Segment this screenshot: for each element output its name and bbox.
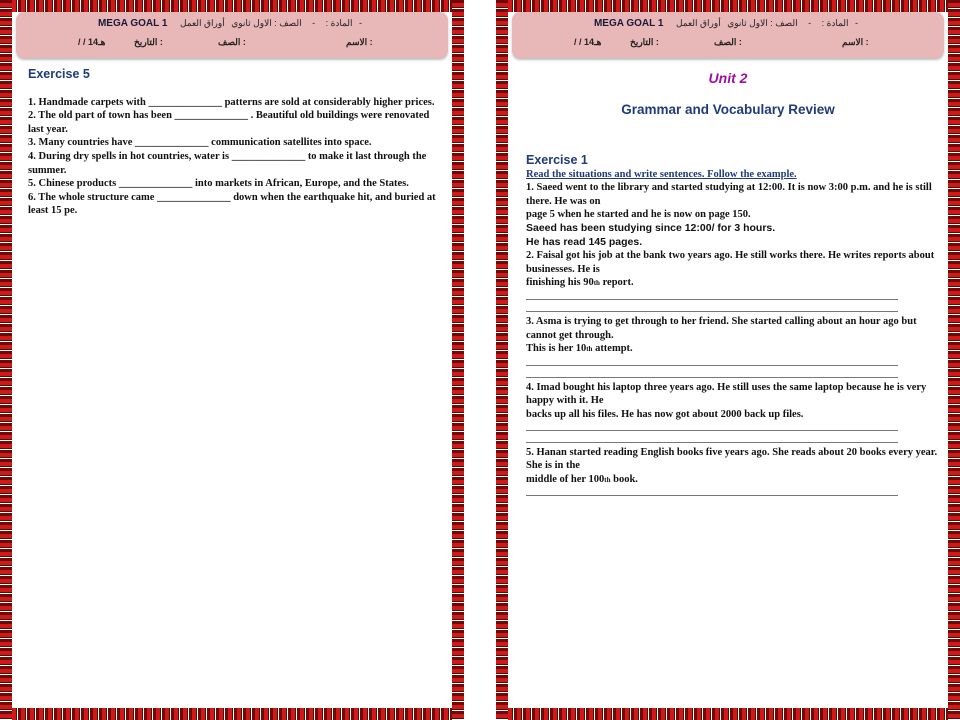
header-subject: المادة : bbox=[821, 18, 849, 28]
right-page bbox=[496, 0, 960, 720]
list-item: 4. During dry spells in hot countries, water is ______________ to make it last through the summer. bbox=[28, 150, 427, 176]
header-title: MEGA GOAL 1 bbox=[593, 18, 664, 29]
example-answer: Saeed has been studying since 12:00/ for 3 hours. bbox=[526, 221, 776, 234]
header-date-label: التاريخ : bbox=[134, 37, 163, 47]
header-class: الصف : الاول ثانوي bbox=[727, 18, 798, 28]
header-grade-label: الصف : bbox=[714, 37, 742, 47]
question-5-line2: middle of her 100th book. bbox=[526, 473, 638, 485]
list-item: last year. bbox=[28, 123, 68, 135]
question-4-line2: backs up all his files. He has now got about 2000 back up files. bbox=[526, 408, 804, 420]
example-text: 1. Saeed went to the library and started studying at 12:00. It is now 3:00 p.m. and he is still there. He was on bbox=[526, 182, 932, 207]
answer-line[interactable] bbox=[526, 422, 898, 431]
header-date-value: / / 14هـ bbox=[574, 37, 602, 47]
exercise-5 bbox=[28, 68, 442, 218]
review-title: Grammar and Vocabulary Review bbox=[621, 102, 835, 117]
header-dash: - bbox=[312, 18, 316, 28]
header-grade-label: الصف : bbox=[218, 37, 246, 47]
answer-line[interactable] bbox=[526, 303, 898, 312]
example-answer: He has read 145 pages. bbox=[526, 235, 643, 248]
answer-line[interactable] bbox=[526, 369, 898, 378]
question-4: 4. Imad bought his laptop three years ago. He still uses the same laptop because he is very happy with it. He bbox=[526, 381, 927, 407]
answer-line[interactable] bbox=[526, 291, 898, 300]
list-item: 6. The whole structure came ______________ down when the earthquake hit, and buried at least 15 pe. bbox=[28, 191, 436, 217]
list-item: 5. Chinese products ______________ into markets in African, Europe, and the States. bbox=[28, 178, 409, 190]
header-worksheets: أوراق العمل - bbox=[675, 18, 859, 28]
left-page bbox=[0, 0, 464, 720]
question-5: 5. Hanan started reading English books five years ago. She reads about 20 books every year. She is in the bbox=[526, 446, 938, 472]
header-subject: المادة : bbox=[325, 18, 353, 28]
header-dash: - bbox=[808, 18, 812, 28]
answer-line[interactable] bbox=[526, 357, 898, 366]
header-title: MEGA GOAL 1 bbox=[97, 18, 168, 29]
header-name-label: الاسم : bbox=[842, 37, 869, 47]
header-date-label: التاريخ : bbox=[630, 37, 659, 47]
exercise-1 bbox=[526, 154, 944, 499]
question-2: 2. Faisal got his job at the bank two years ago. He still works there. He writes reports about businesses. He is bbox=[526, 250, 935, 275]
instruction: Read the situations and write sentences. Follow the example. bbox=[526, 168, 797, 180]
header-name-label: الاسم : bbox=[346, 37, 373, 47]
question-3-line2: This is her 10th attempt. bbox=[526, 343, 633, 355]
header-class: الصف : الاول ثانوي bbox=[231, 18, 302, 28]
question-3: 3. Asma is trying to get through to her friend. She started calling about an hour ago but cannot get through. bbox=[526, 315, 917, 341]
worksheet-header bbox=[16, 12, 448, 58]
list-item: 3. Many countries have ______________ communication satellites into space. bbox=[28, 137, 372, 149]
answer-line[interactable] bbox=[526, 434, 898, 443]
worksheet-header bbox=[512, 12, 944, 58]
exercise-title: Exercise 1 bbox=[526, 153, 588, 167]
example-text: page 5 when he started and he is now on page 150. bbox=[526, 209, 751, 221]
header-date-value: / / 14هـ bbox=[78, 37, 106, 47]
header-worksheets: أوراق العمل - bbox=[179, 18, 363, 28]
unit-title: Unit 2 bbox=[708, 70, 748, 86]
exercise-title: Exercise 5 bbox=[28, 67, 90, 81]
list-item: 2. The old part of town has been ______________ . Beautiful old buildings were renovated bbox=[28, 110, 430, 122]
list-item: 1. Handmade carpets with ______________ patterns are sold at considerably higher prices. bbox=[28, 96, 435, 108]
answer-line[interactable] bbox=[526, 487, 898, 496]
question-2-line2: finishing his 90th report. bbox=[526, 277, 634, 289]
